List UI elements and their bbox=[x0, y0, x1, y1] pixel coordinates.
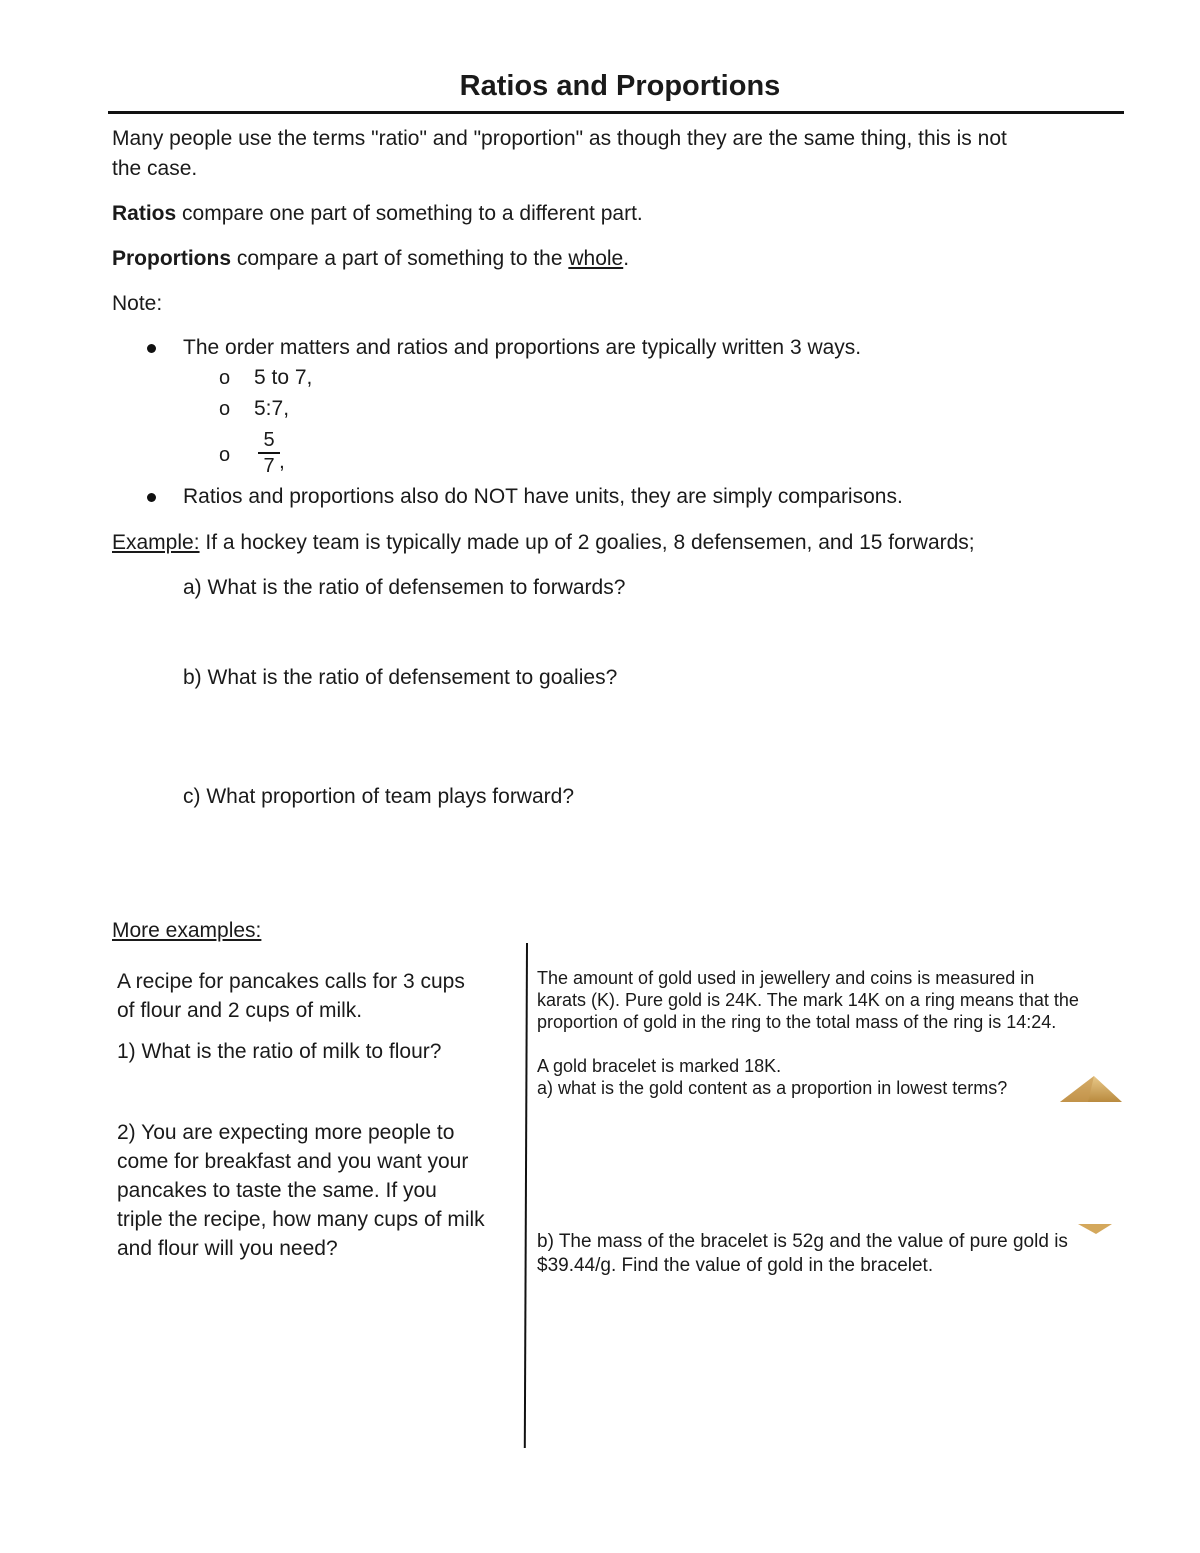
pancake-question-2-line-5: and flour will you need? bbox=[117, 1237, 338, 1260]
example-intro bbox=[112, 531, 975, 555]
note-label: Note: bbox=[112, 292, 163, 315]
ratios-text: compare one part of something to a different part. bbox=[176, 202, 643, 225]
proportions-definition bbox=[112, 247, 629, 271]
gold-bar-icon bbox=[1058, 1074, 1124, 1104]
column-divider bbox=[524, 943, 528, 1448]
sub-item-2: 5:7, bbox=[254, 397, 290, 420]
ratios-term: Ratios bbox=[112, 202, 177, 225]
example-question-b: b) What is the ratio of defensement to goalies? bbox=[183, 666, 618, 689]
proportions-text-b: . bbox=[623, 247, 630, 270]
gold-question-a: a) what is the gold content as a proportion in lowest terms? bbox=[537, 1078, 1008, 1098]
example-label: Example: bbox=[112, 531, 200, 554]
pancake-question-2-line-2: come for breakfast and you want your bbox=[117, 1150, 469, 1173]
example-text: If a hockey team is typically made up of 2 goalies, 8 defensemen, and 15 forwards; bbox=[199, 531, 975, 554]
gold-bracelet-line: A gold bracelet is marked 18K. bbox=[537, 1056, 782, 1076]
fraction-five-sevenths bbox=[258, 430, 280, 476]
gold-question-b-line-1: b) The mass of the bracelet is 52g and the value of pure gold is bbox=[537, 1231, 1068, 1252]
intro-line-2: the case. bbox=[112, 157, 198, 180]
gold-intro-line-3: proportion of gold in the ring to the total mass of the ring is 14:24. bbox=[537, 1012, 1057, 1032]
proportions-term: Proportions bbox=[112, 247, 231, 270]
more-examples-label: More examples: bbox=[112, 919, 262, 942]
gold-intro-line-1: The amount of gold used in jewellery and coins is measured in bbox=[537, 968, 1035, 988]
bullet-icon bbox=[147, 493, 156, 502]
note-bullet-1: The order matters and ratios and proportions are typically written 3 ways. bbox=[183, 336, 862, 359]
pancake-question-2-line-1: 2) You are expecting more people to bbox=[117, 1121, 455, 1144]
fraction-bar bbox=[258, 452, 280, 454]
proportions-whole: whole bbox=[568, 247, 624, 270]
gold-question-b-line-2: $39.44/g. Find the value of gold in the bracelet. bbox=[537, 1255, 934, 1276]
gold-fragment-icon bbox=[1078, 1224, 1112, 1234]
pancake-intro-line-1: A recipe for pancakes calls for 3 cups bbox=[117, 970, 465, 993]
sub-bullet-marker: o bbox=[219, 367, 231, 389]
intro-line-1: Many people use the terms "ratio" and "proportion" as though they are the same thing, this is not bbox=[112, 127, 1007, 150]
example-question-c: c) What proportion of team plays forward? bbox=[183, 785, 575, 808]
pancake-question-2-line-3: pancakes to taste the same. If you bbox=[117, 1179, 437, 1202]
pancake-question-1: 1) What is the ratio of milk to flour? bbox=[117, 1040, 442, 1063]
pancake-intro-line-2: of flour and 2 cups of milk. bbox=[117, 999, 363, 1022]
pancake-question-2-line-4: triple the recipe, how many cups of milk bbox=[117, 1208, 485, 1231]
page-title: Ratios and Proportions bbox=[459, 70, 781, 102]
fraction-numerator: 5 bbox=[263, 429, 275, 451]
proportions-text-a: compare a part of something to the bbox=[231, 247, 569, 270]
title-underline bbox=[108, 111, 1124, 114]
sub-bullet-marker: o bbox=[219, 444, 231, 466]
bullet-icon bbox=[147, 344, 156, 353]
fraction-denominator: 7 bbox=[263, 455, 275, 477]
fraction-comma: , bbox=[279, 450, 285, 473]
sub-bullet-marker: o bbox=[219, 398, 231, 420]
example-question-a: a) What is the ratio of defensemen to forwards? bbox=[183, 576, 626, 599]
note-bullet-2: Ratios and proportions also do NOT have units, they are simply comparisons. bbox=[183, 485, 903, 508]
ratios-definition bbox=[112, 202, 643, 226]
sub-item-1: 5 to 7, bbox=[254, 366, 313, 389]
gold-intro-line-2: karats (K). Pure gold is 24K. The mark 14K on a ring means that the bbox=[537, 990, 1079, 1010]
